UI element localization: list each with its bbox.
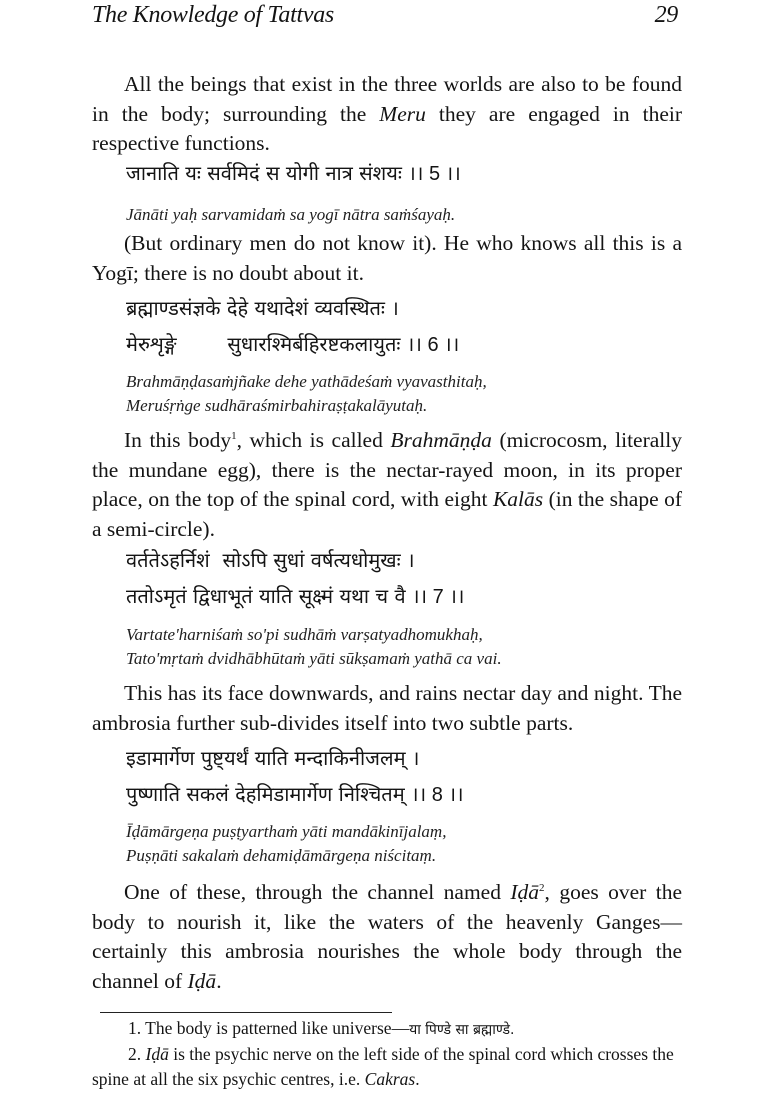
sanskrit-verse-6 [126, 290, 459, 363]
footnote-marker: 1. [128, 1018, 142, 1038]
footnote-ref-1[interactable]: 1 [231, 430, 237, 442]
verse-number: ।। 8 ।। [411, 784, 464, 806]
transliteration-7 [126, 623, 502, 671]
paragraph-1 [92, 70, 682, 159]
verse-line: पुष्णाति सकलं देहमिडामार्गेण निश्चितम् [126, 782, 405, 806]
italic-term: Iḍā [145, 1044, 169, 1064]
transliteration-line: Brahmāṇḍasaṁjñake dehe yathādeśaṁ vyavasthitaḥ, [126, 372, 487, 391]
verse-line: इडामार्गेण पुष्ट्यर्थं याति मन्दाकिनीजलम् । [126, 746, 420, 770]
italic-term: Kalās [492, 487, 544, 511]
transliteration-line: Īḍāmārgeṇa puṣṭyarthaṁ yāti mandākinījalaṃ, [126, 822, 447, 841]
sanskrit-verse-7 [126, 542, 465, 615]
paragraph-text: . [216, 968, 222, 993]
italic-term: Brahmāṇḍa [390, 428, 492, 452]
footnote-ref-2[interactable]: 2 [539, 882, 545, 894]
italic-term: Cakras [364, 1069, 416, 1089]
paragraph-text: , which is called [236, 428, 391, 452]
paragraph-text: (in the shape of a semi-circle). [92, 487, 682, 541]
paragraph-3 [92, 426, 682, 544]
transliteration-line: Jānāti yaḥ sarvamidaṁ sa yogī nātra saṁśayaḥ. [126, 205, 456, 224]
paragraph-5 [92, 878, 682, 996]
paragraph-text: they are engaged in their respective functions. [92, 101, 683, 155]
running-head [92, 2, 682, 36]
paragraph-text: (microcosm, literally the mundane egg), there is the nectar-rayed moon, in its proper place, on the top of the spinal cord, with eight [92, 428, 682, 511]
verse-number: ।। 6 ।। [406, 334, 460, 356]
footnote-1 [92, 1016, 682, 1043]
verse-line: ब्रह्माण्डसंज्ञके देहे यथादेशं व्यवस्थितः । [126, 296, 399, 320]
transliteration-6 [126, 370, 487, 418]
verse-line: मेरुशृङ्गे सुधारश्मिर्बहिरष्टकलायुतः [126, 332, 401, 356]
italic-term: Iḍā [187, 968, 217, 993]
italic-term: Meru [379, 101, 426, 126]
paragraph-text: , goes over the body to nourish it, like the waters of the heavenly Ganges— certainly this ambrosia nourishes the whole body through the channel of [92, 880, 682, 993]
paragraph-text: (But ordinary men do not know it). He who knows all this is a Yogī; there is no doubt about it. [92, 231, 682, 285]
paragraph-text: This has its face downwards, and rains nectar day and night. The ambrosia further sub-divides itself into two subtle parts. [92, 681, 682, 735]
sanskrit-verse-8 [126, 740, 464, 813]
verse-line: ततोऽमृतं द्विधाभूतं याति सूक्ष्मं यथा च वै [126, 584, 406, 608]
sanskrit-verse-5 [126, 155, 461, 192]
verse-line: जानाति यः सर्वमिदं स योगी नात्र संशयः [126, 161, 402, 185]
footnote-text: . [415, 1069, 420, 1089]
transliteration-8 [126, 820, 446, 868]
footnote-divider [100, 1012, 392, 1013]
footnote-devanagari: या पिण्डे सा ब्रह्माण्डे. [409, 1022, 515, 1038]
paragraph-text: In this body [124, 428, 232, 452]
transliteration-5 [126, 203, 455, 227]
footnote-text: is the psychic nerve on the left side of the spinal cord which crosses the spine at all the six psychic centres, i.e. [92, 1044, 674, 1089]
transliteration-line: Tato'mṛtaṁ dvidhābhūtaṁ yāti sūkṣamaṁ yathā ca vai. [126, 649, 502, 668]
verse-number: ।। 7 ।। [411, 586, 465, 608]
transliteration-line: Meruśṛṅge sudhāraśmirbahiraṣṭakalāyutaḥ. [126, 396, 428, 415]
footnote-text: The body is patterned like universe— [141, 1018, 410, 1038]
paragraph-text: One of these, through the channel named [124, 880, 511, 904]
page-number: 29 [654, 2, 678, 28]
footnote-2 [92, 1042, 682, 1092]
paragraph-2 [92, 229, 682, 288]
chapter-title: The Knowledge of Tattvas [92, 2, 334, 28]
italic-term: Iḍā [510, 880, 540, 904]
footnote-marker: 2. [128, 1044, 142, 1064]
transliteration-line: Puṣṇāti sakalaṁ dehamiḍāmārgeṇa niścitaṃ. [126, 846, 437, 865]
transliteration-line: Vartate'harniśaṁ so'pi sudhāṁ varṣatyadhomukhaḥ, [126, 625, 483, 644]
paragraph-text: All the beings that exist in the three worlds are also to be found in the body; surrounding the [92, 72, 682, 126]
verse-line: वर्ततेऽहर्निशं सोऽपि सुधां वर्षत्यधोमुखः । [126, 548, 415, 572]
paragraph-4 [92, 679, 682, 738]
verse-number: ।। 5 ।। [408, 163, 461, 185]
